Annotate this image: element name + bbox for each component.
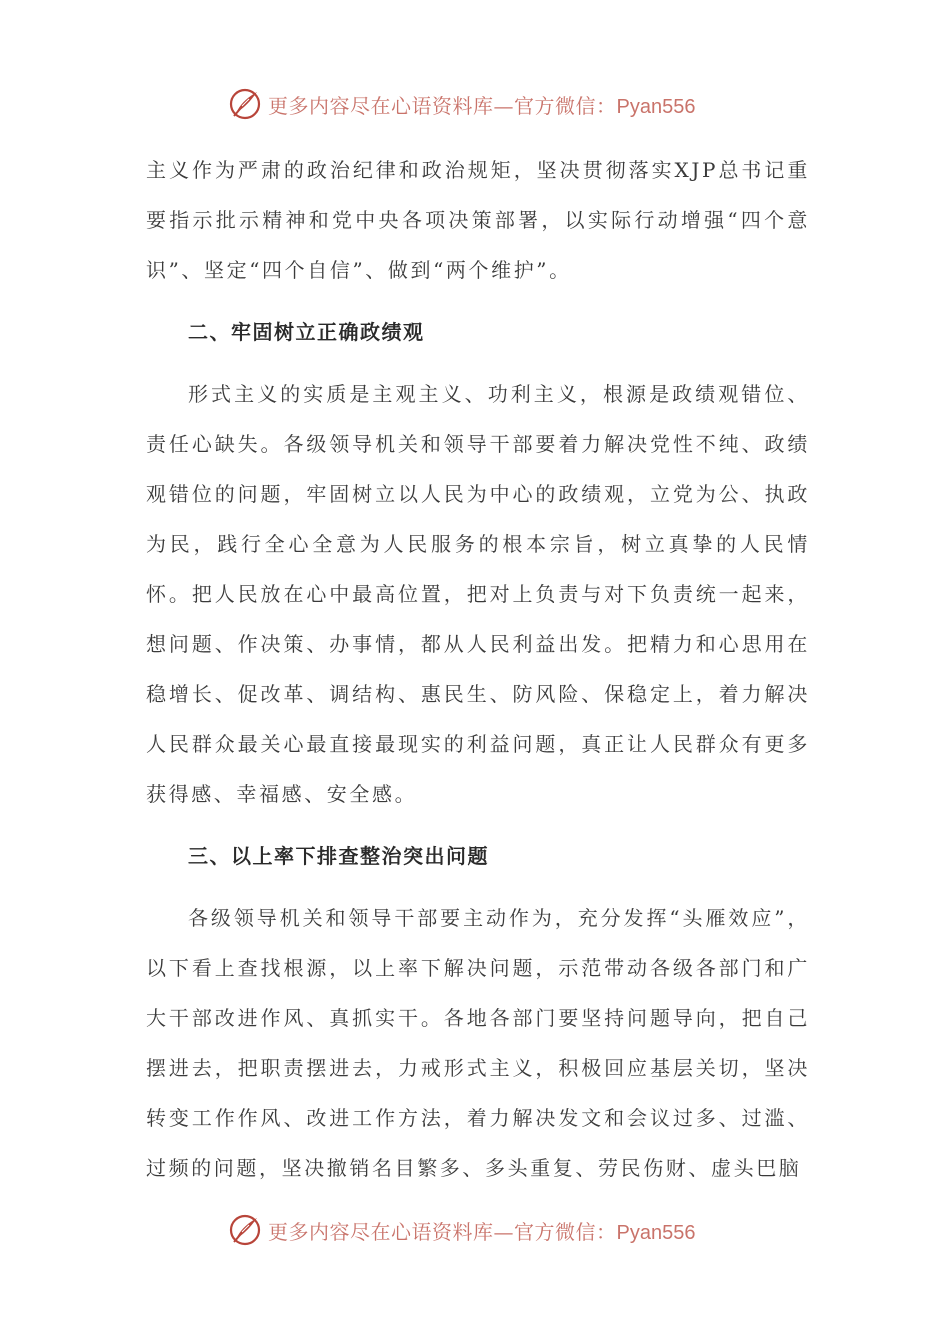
quill-pen-logo-icon bbox=[228, 1213, 262, 1247]
watermark-text: 更多内容尽在心语资料库—官方微信：Pyan556 bbox=[268, 1219, 696, 1244]
section-heading-2: 二、牢固树立正确政绩观 bbox=[188, 320, 425, 344]
wechat-id: Pyan556 bbox=[616, 95, 696, 118]
paragraph-continued: 主义作为严肃的政治纪律和政治规矩，坚决贯彻落实XJP总书记重要指示批示精神和党中央各项决策部署，以实际行动增强“四个意识”、坚定“四个自信”、做到“两个维护”。 bbox=[146, 158, 810, 282]
quill-pen-logo-icon bbox=[228, 87, 262, 121]
section-2-paragraph: 形式主义的实质是主观主义、功利主义，根源是政绩观错位、责任心缺失。各级领导机关和领导干部要着力解决党性不纯、政绩观错位的问题，牢固树立以人民为中心的政绩观，立党为公、执政为民，践行全心全意为人民服务的根本宗旨，树立真挚的人民情怀。把人民放在心中最高位置，把对上负责与对下负责统一起来，想问题、作决策、办事情，都从人民利益出发。把精力和心思用在稳增长、促改革、调结构、惠民生、防风险、保稳定上，着力解决人民群众最关心最直接最现实的利益问题，真正让人民群众有更多获得感、幸福感、安全感。 bbox=[146, 382, 810, 806]
watermark-text: 更多内容尽在心语资料库—官方微信：Pyan556 bbox=[268, 93, 696, 118]
document-body bbox=[146, 145, 810, 1193]
section-heading-3: 三、以上率下排查整治突出问题 bbox=[188, 844, 489, 868]
wechat-id: Pyan556 bbox=[616, 1221, 696, 1244]
watermark-footer bbox=[228, 1210, 748, 1250]
watermark-header bbox=[228, 84, 748, 124]
section-3-paragraph: 各级领导机关和领导干部要主动作为，充分发挥“头雁效应”，以下看上查找根源，以上率下解决问题，示范带动各级各部门和广大干部改进作风、真抓实干。各地各部门要坚持问题导向，把自己摆进去，把职责摆进去，力戒形式主义，积极回应基层关切，坚决转变工作作风、改进工作方法，着力解决发文和会议过多、过滥、过频的问题，坚决撤销名目繁多、多头重复、劳民伤财、虚头巴脑 bbox=[146, 906, 810, 1180]
